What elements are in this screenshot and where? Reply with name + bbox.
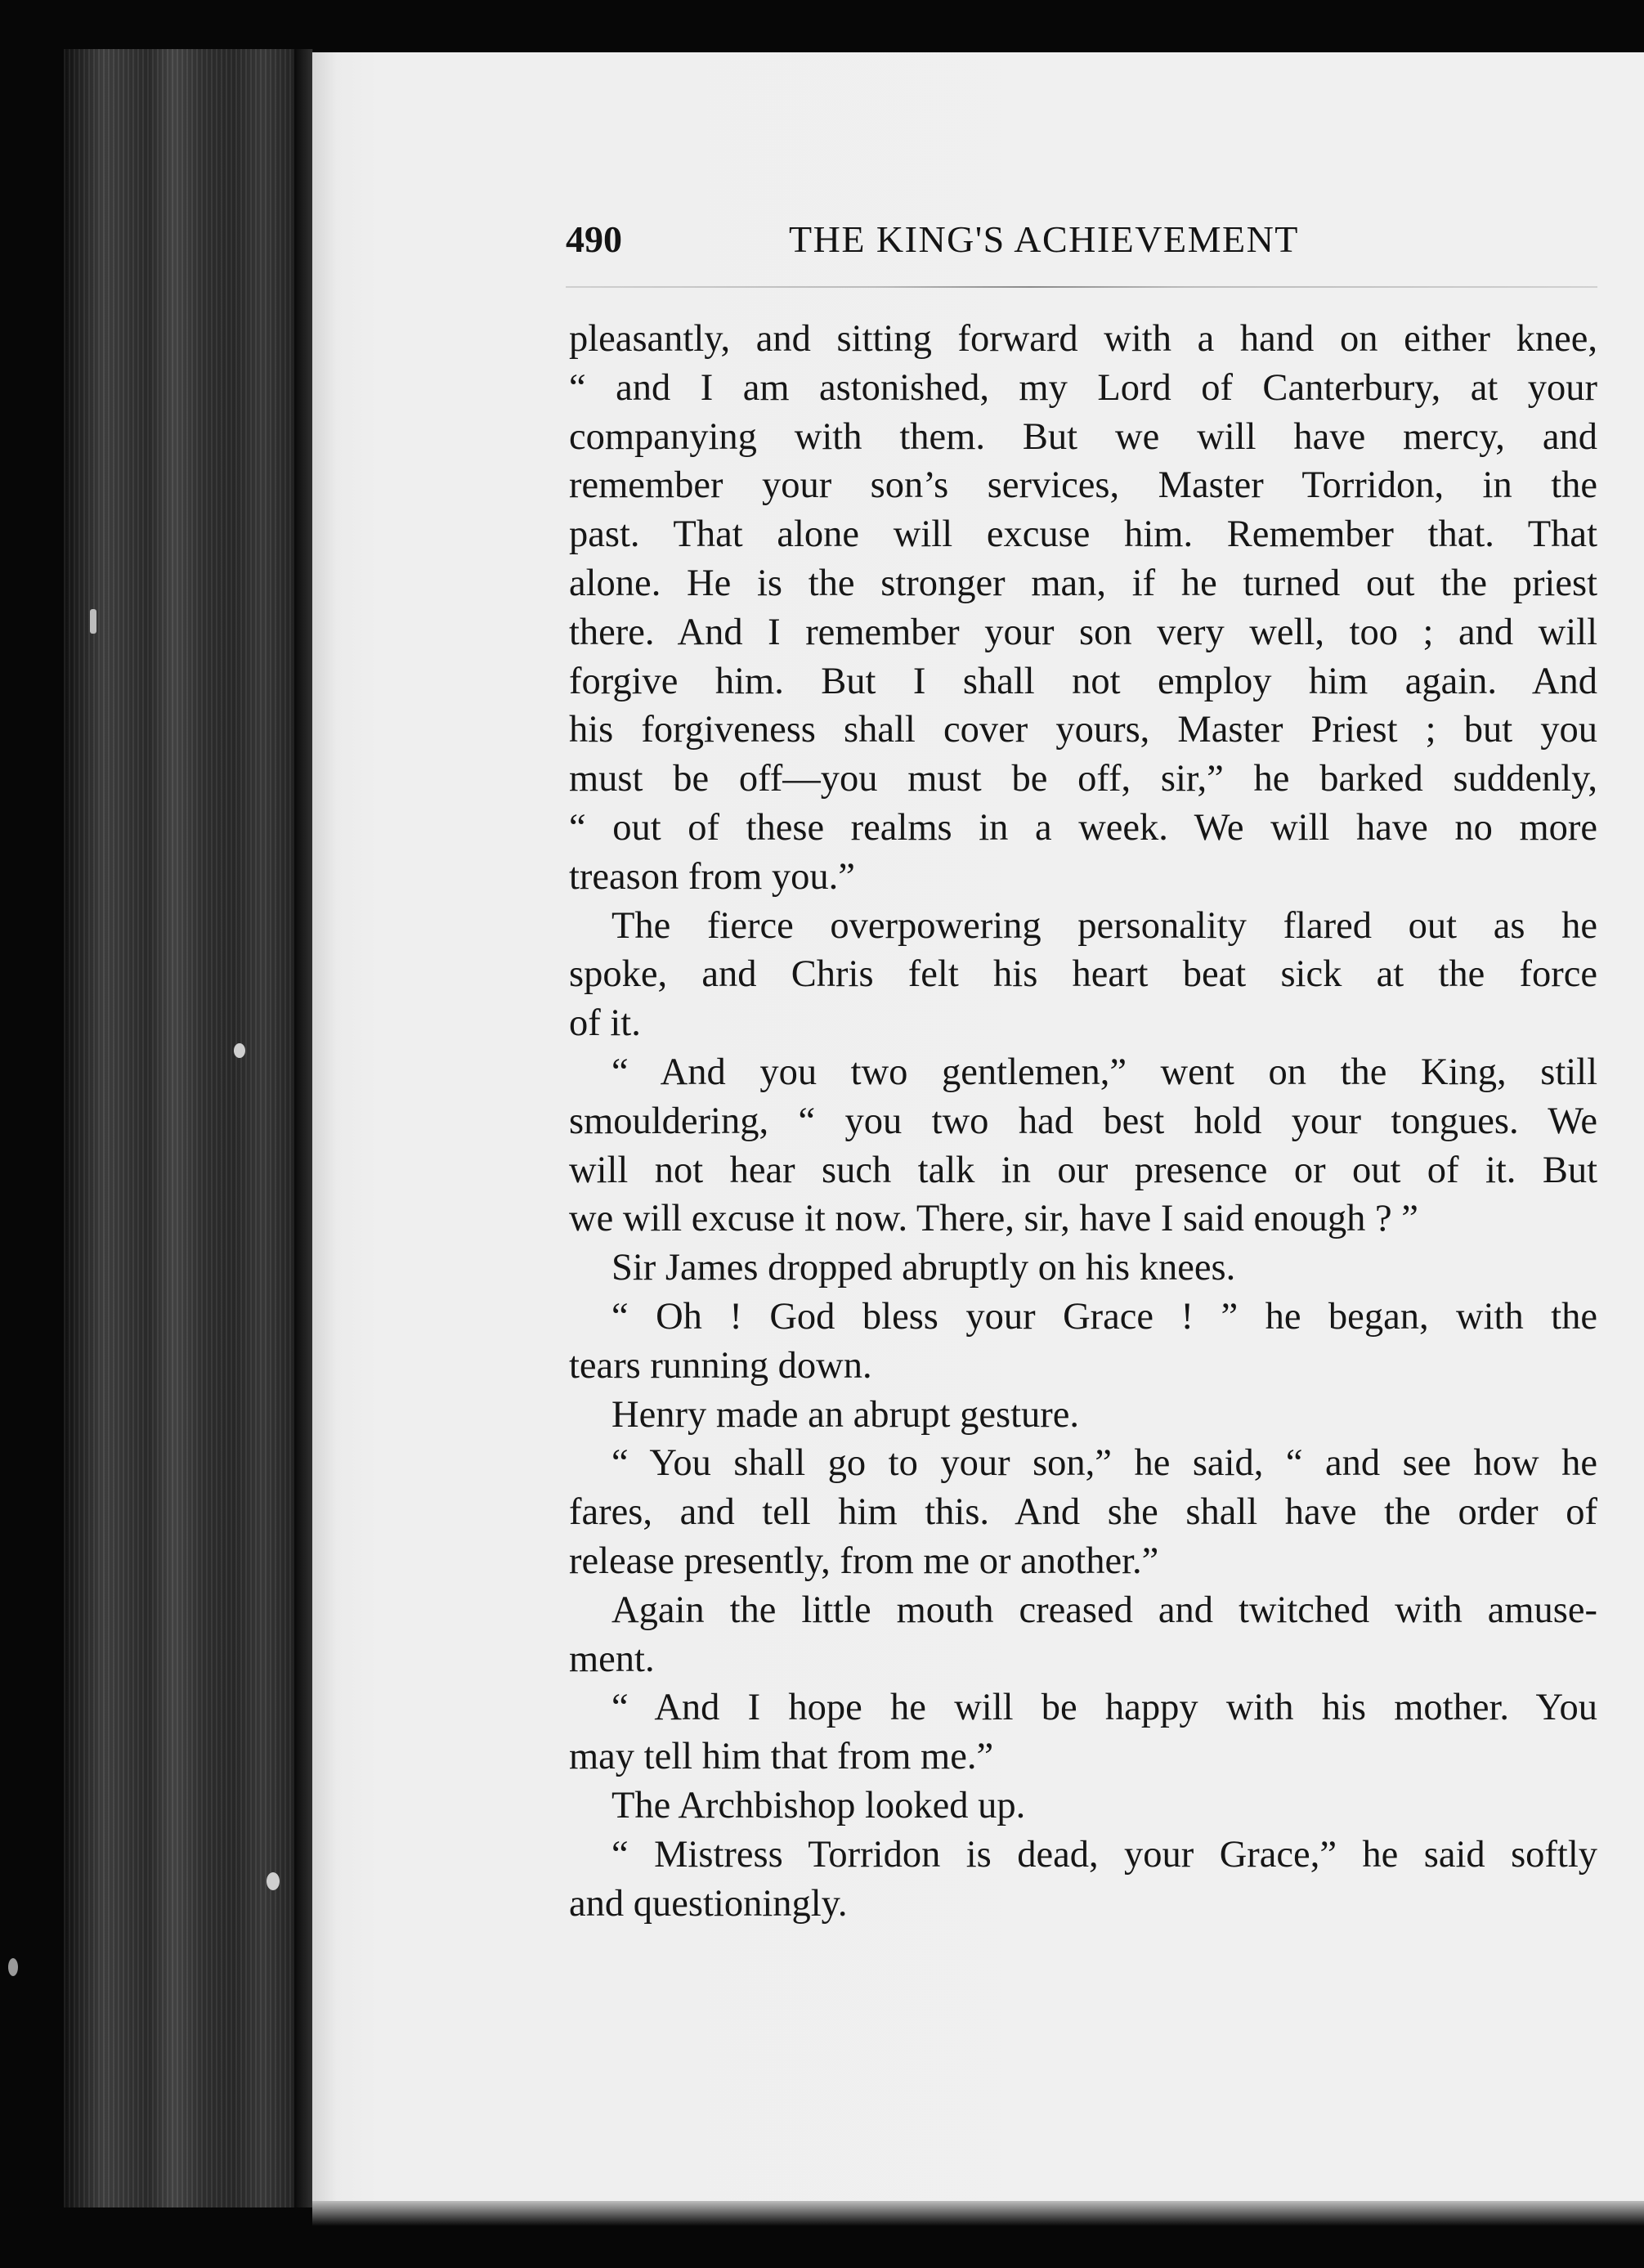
paragraph bbox=[569, 1831, 1597, 1929]
page-number: 490 bbox=[566, 218, 622, 260]
text-line: smouldering, “ you two had best hold your tongues. We bbox=[569, 1100, 1597, 1142]
text-line: pleasantly, and sitting forward with a hand on either knee, bbox=[569, 318, 1597, 360]
text-line: will not hear such talk in our presence or out of it. But bbox=[569, 1149, 1597, 1191]
header-rule bbox=[566, 286, 1597, 288]
text-line: “ Mistress Torridon is dead, your Grace,” he said softly bbox=[611, 1833, 1597, 1876]
dust-speck bbox=[234, 1043, 245, 1058]
dust-speck bbox=[267, 1872, 280, 1890]
text-line: “ Oh ! God bless your Grace ! ” he began, with the bbox=[611, 1295, 1597, 1338]
spine-edge bbox=[294, 49, 312, 2207]
text-line: there. And I remember your son very well, too ; and will bbox=[569, 611, 1597, 653]
dust-speck bbox=[8, 1958, 18, 1976]
text-line: remember your son’s services, Master Torridon, in the bbox=[569, 464, 1597, 507]
dust-speck bbox=[90, 609, 96, 634]
text-line: “ You shall go to your son,” he said, “ and see how he bbox=[611, 1442, 1597, 1485]
text-line: must be off—you must be off, sir,” he barked suddenly, bbox=[569, 758, 1597, 800]
text-line: may tell him that from me.” bbox=[569, 1736, 994, 1778]
paragraph bbox=[569, 1391, 1597, 1440]
text-line: we will excuse it now. There, sir, have I said enough ? ” bbox=[569, 1198, 1418, 1240]
paragraph bbox=[569, 1293, 1597, 1391]
paragraph bbox=[569, 1439, 1597, 1585]
text-line: his forgiveness shall cover yours, Master Priest ; but you bbox=[569, 709, 1597, 751]
body-text bbox=[569, 315, 1597, 1928]
paragraph bbox=[569, 315, 1597, 902]
text-line: fares, and tell him this. And she shall have the order of bbox=[569, 1491, 1597, 1534]
text-line: treason from you.” bbox=[569, 855, 855, 898]
text-line: companying with them. But we will have mercy, and bbox=[569, 415, 1597, 458]
paragraph bbox=[569, 902, 1597, 1048]
paragraph bbox=[569, 1782, 1597, 1831]
text-line: “ And you two gentlemen,” went on the King, still bbox=[611, 1051, 1597, 1093]
text-line: past. That alone will excuse him. Remember that. That bbox=[569, 513, 1597, 556]
paragraph bbox=[569, 1586, 1597, 1684]
text-line: “ And I hope he will be happy with his mother. You bbox=[611, 1687, 1597, 1729]
running-header bbox=[566, 214, 1596, 265]
text-line: of it. bbox=[569, 1002, 641, 1045]
page-bottom-edge bbox=[312, 2201, 1644, 2225]
text-line: The Archbishop looked up. bbox=[611, 1784, 1026, 1827]
text-line: and questioningly. bbox=[569, 1882, 848, 1925]
paragraph bbox=[569, 1683, 1597, 1782]
text-line: ment. bbox=[569, 1638, 655, 1680]
text-line: “ out of these realms in a week. We will have no more bbox=[569, 806, 1597, 849]
running-title: THE KING'S ACHIEVEMENT bbox=[789, 218, 1299, 260]
text-line: forgive him. But I shall not employ him again. And bbox=[569, 660, 1597, 702]
paragraph bbox=[569, 1048, 1597, 1244]
text-line: alone. He is the stronger man, if he turned out the priest bbox=[569, 562, 1597, 604]
text-line: tears running down. bbox=[569, 1344, 872, 1387]
text-line: Henry made an abrupt gesture. bbox=[611, 1393, 1079, 1436]
text-line: Again the little mouth creased and twitched with amuse- bbox=[611, 1589, 1597, 1631]
text-line: release presently, from me or another.” bbox=[569, 1540, 1159, 1582]
text-line: spoke, and Chris felt his heart beat sick at the force bbox=[569, 953, 1597, 996]
text-line: The fierce overpowering personality flared out as he bbox=[611, 904, 1597, 947]
text-line: “ and I am astonished, my Lord of Canterbury, at your bbox=[569, 366, 1597, 409]
text-line: Sir James dropped abruptly on his knees. bbox=[611, 1247, 1236, 1289]
paragraph bbox=[569, 1244, 1597, 1293]
